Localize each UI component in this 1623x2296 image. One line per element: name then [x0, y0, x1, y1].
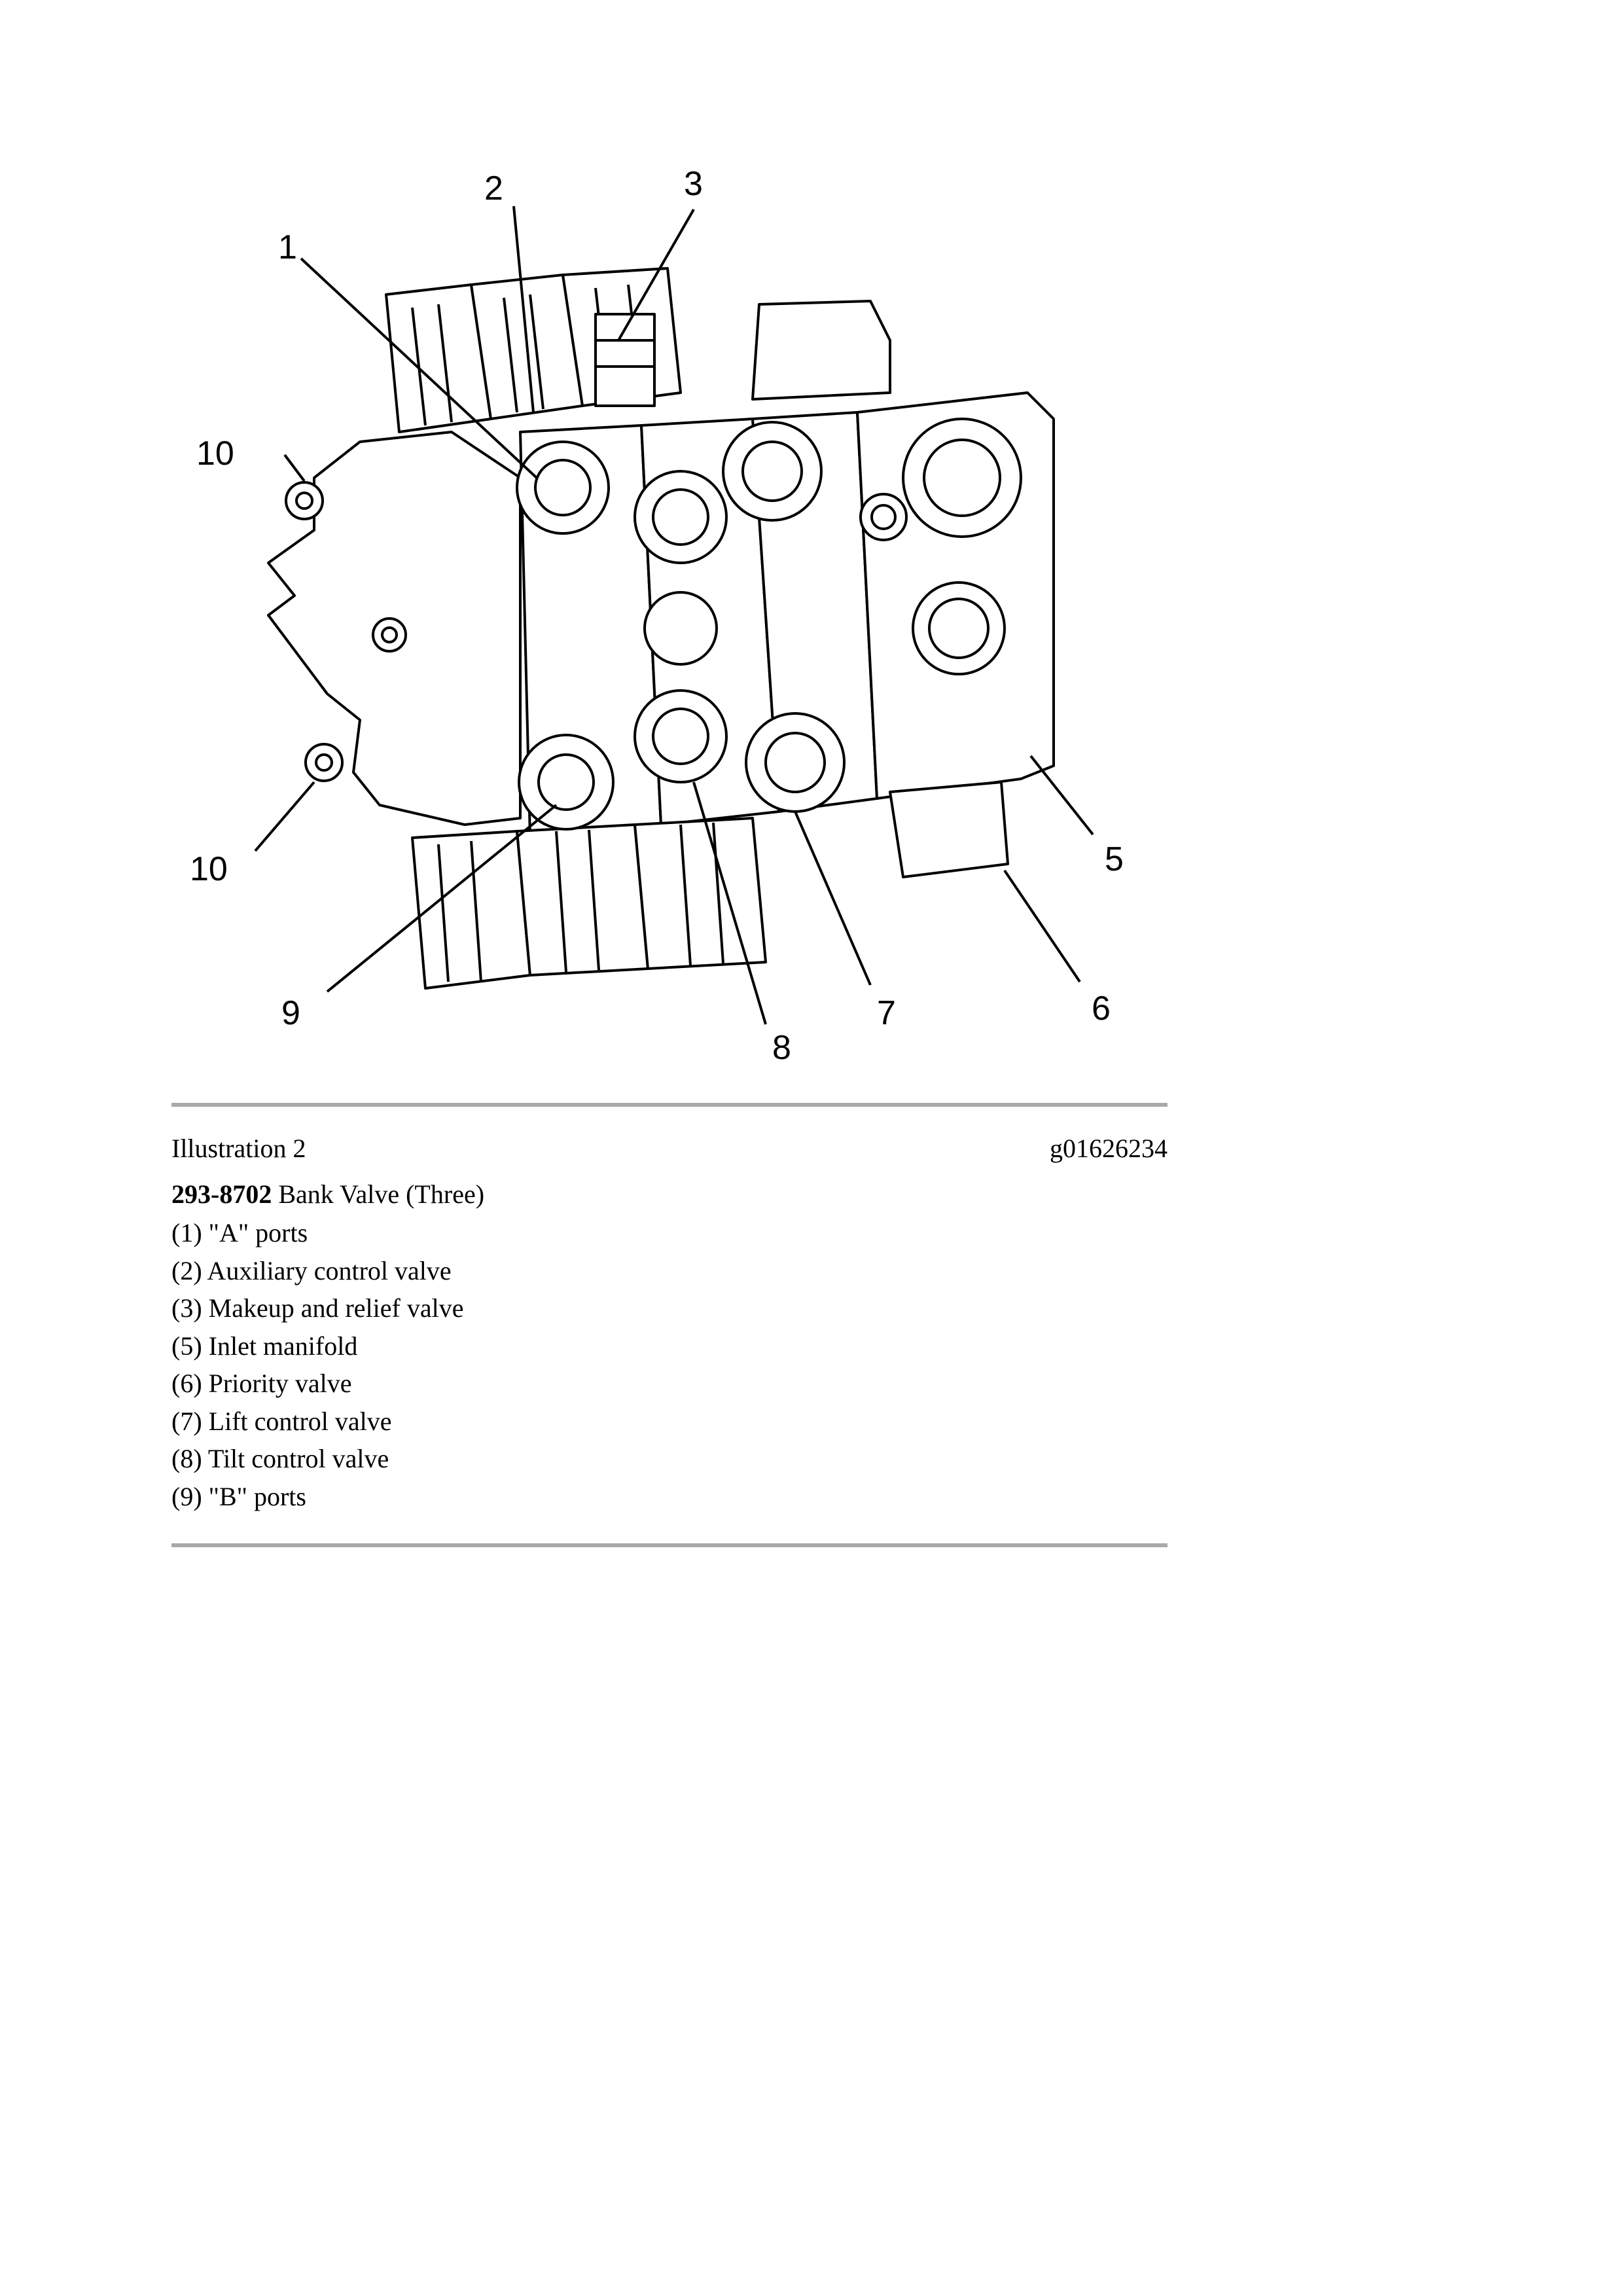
legend-item-7: (7) Lift control valve — [171, 1406, 392, 1436]
callout-2: 2 — [484, 170, 503, 207]
bank-valve-illustration — [164, 144, 1178, 1060]
legend-item-5: (5) Inlet manifold — [171, 1331, 358, 1361]
callout-3: 3 — [684, 165, 703, 203]
callout-8: 8 — [772, 1029, 791, 1060]
callout-legend — [171, 1214, 463, 1515]
graphic-code: g01626234 — [1050, 1134, 1168, 1163]
callout-6: 6 — [1092, 990, 1111, 1028]
valve-drawing — [164, 144, 1178, 1060]
callout-10-upper: 10 — [196, 435, 234, 473]
legend-item-1: (1) "A" ports — [171, 1218, 308, 1247]
legend-item-8: (8) Tilt control valve — [171, 1444, 389, 1473]
callout-9: 9 — [281, 994, 300, 1032]
callout-7: 7 — [877, 994, 896, 1032]
caption-title — [171, 1175, 484, 1214]
legend-item-6: (6) Priority valve — [171, 1369, 352, 1398]
illustration-label: Illustration 2 — [171, 1134, 306, 1163]
part-number: 293-8702 — [171, 1179, 272, 1209]
legend-item-2: (2) Auxiliary control valve — [171, 1255, 452, 1285]
caption-divider-bottom — [171, 1543, 1168, 1547]
legend-item-3: (3) Makeup and relief valve — [171, 1293, 464, 1323]
callout-10-lower: 10 — [190, 850, 228, 888]
part-title: Bank Valve (Three) — [278, 1179, 485, 1209]
caption-divider-top — [171, 1103, 1168, 1107]
callout-5: 5 — [1105, 840, 1124, 878]
callout-1: 1 — [278, 228, 297, 266]
legend-item-9: (9) "B" ports — [171, 1481, 306, 1511]
